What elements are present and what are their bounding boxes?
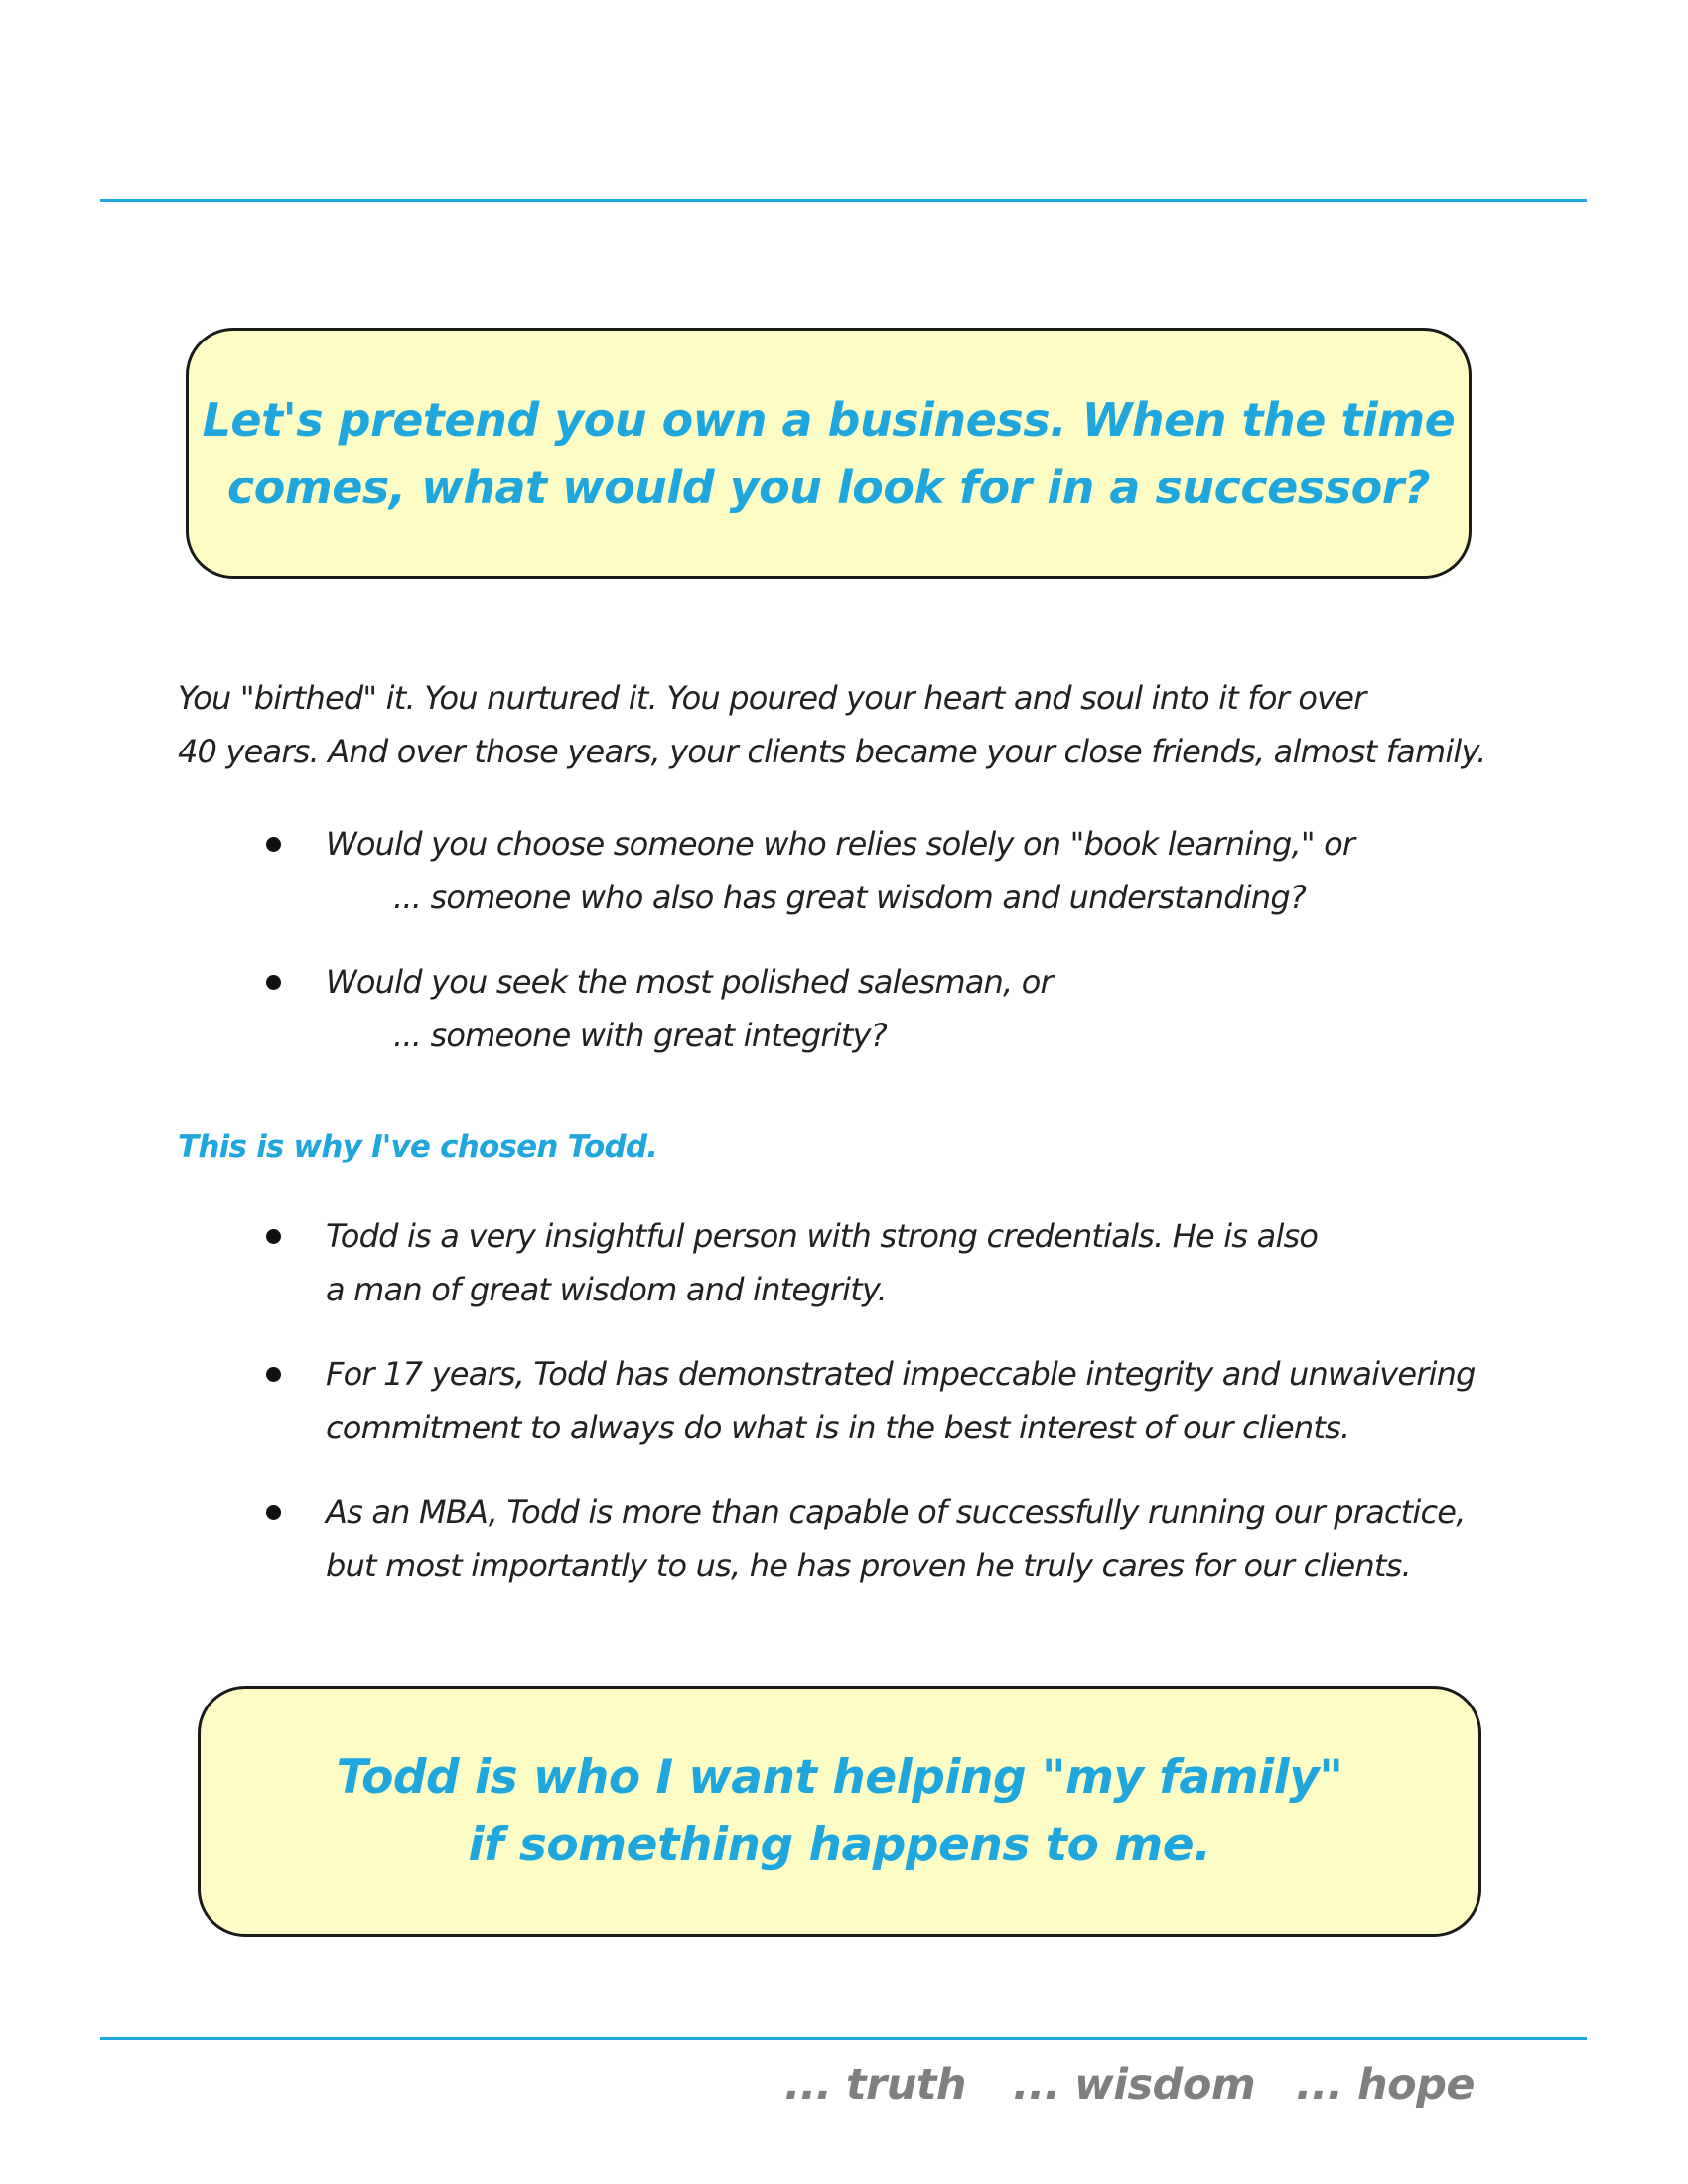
conclusion-callout bbox=[198, 1686, 1481, 1937]
callout-conclusion-text bbox=[337, 1744, 1343, 1879]
callout-line: comes, what would you look for in a successor? bbox=[226, 460, 1431, 514]
question-followup: ... someone with great integrity? bbox=[393, 1017, 887, 1054]
top-divider bbox=[100, 199, 1587, 202]
callout-question-text bbox=[203, 386, 1456, 521]
section-subheading: This is why I've chosen Todd. bbox=[178, 1129, 658, 1164]
callout-line: Todd is who I want helping "my family" bbox=[336, 1749, 1343, 1805]
reason-line: a man of great wisdom and integrity. bbox=[326, 1271, 887, 1308]
intro-line: You "birthed" it. You nurtured it. You poured your heart and soul into it for over bbox=[178, 679, 1366, 717]
intro-paragraph bbox=[178, 671, 1486, 778]
reason-line: As an MBA, Todd is more than capable of successfully running our practice, bbox=[326, 1493, 1466, 1531]
reason-line: Todd is a very insightful person with strong credentials. He is also bbox=[326, 1217, 1319, 1255]
question-followup: ... someone who also has great wisdom and understanding? bbox=[393, 879, 1307, 916]
question-callout bbox=[186, 328, 1472, 579]
question-line: Would you choose someone who relies solely on "book learning," or bbox=[326, 825, 1355, 863]
callout-line: if something happens to me. bbox=[468, 1817, 1211, 1872]
tagline-wisdom: ... wisdom bbox=[1013, 2060, 1256, 2110]
question-text bbox=[326, 817, 1354, 924]
question-line: Would you seek the most polished salesman, or bbox=[326, 963, 1053, 1001]
bullet-icon bbox=[266, 1367, 281, 1382]
callout-line: Let's pretend you own a business. When the time bbox=[202, 392, 1456, 447]
reason-line: For 17 years, Todd has demonstrated impeccable integrity and unwaivering bbox=[326, 1355, 1476, 1393]
tagline-truth: ... truth bbox=[784, 2060, 967, 2110]
reason-text bbox=[326, 1347, 1476, 1454]
reason-text bbox=[326, 1209, 1318, 1316]
bullet-icon bbox=[266, 975, 281, 990]
intro-line: 40 years. And over those years, your clients became your close friends, almost family. bbox=[178, 733, 1486, 770]
bullet-icon bbox=[266, 837, 281, 852]
tagline-hope: ... hope bbox=[1296, 2060, 1476, 2110]
reason-line: but most importantly to us, he has proven he truly cares for our clients. bbox=[326, 1547, 1411, 1584]
bottom-divider bbox=[100, 2037, 1587, 2040]
question-text bbox=[326, 955, 1053, 1062]
reason-line: commitment to always do what is in the best interest of our clients. bbox=[326, 1409, 1350, 1446]
bullet-icon bbox=[266, 1229, 281, 1244]
bullet-icon bbox=[266, 1505, 281, 1520]
reason-text bbox=[326, 1485, 1466, 1592]
